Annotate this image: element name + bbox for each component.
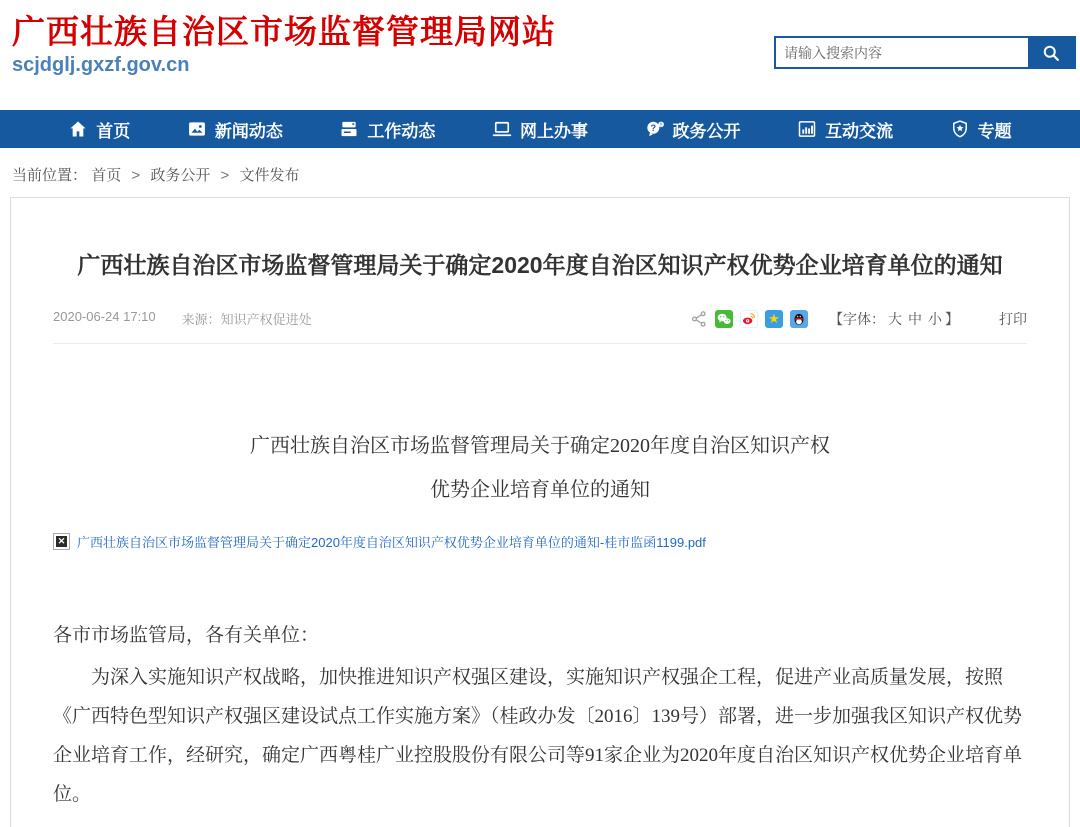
home-icon: [68, 119, 88, 139]
attachment-row: [53, 532, 1027, 551]
font-label: 【字体：: [829, 310, 885, 327]
qa-bubbles-icon: [645, 119, 665, 139]
font-label-end: 】: [945, 310, 959, 327]
nav-item-label: 政务公开: [672, 121, 741, 141]
nav-item-interaction[interactable]: [797, 117, 893, 142]
nav-item-home[interactable]: [68, 117, 130, 142]
search-box: [774, 36, 1076, 69]
site-title: 广西壮族自治区市场监督管理局网站: [12, 13, 556, 50]
breadcrumb-item-gov-info[interactable]: 政务公开: [150, 167, 211, 184]
breadcrumb-separator: >: [131, 167, 141, 184]
qzone-icon[interactable]: ★: [765, 310, 783, 328]
article-meta: [53, 309, 312, 328]
print-button[interactable]: 打印: [999, 310, 1027, 327]
nav-item-label: 网上办事: [519, 121, 588, 141]
picture-icon: [187, 119, 207, 139]
document-title-line1: 广西壮族自治区市场监督管理局关于确定2020年度自治区知识产权: [250, 434, 830, 457]
site-url: scjdglj.gxzf.gov.cn: [12, 54, 190, 76]
nav-item-news[interactable]: [187, 117, 283, 142]
breadcrumb-item-documents[interactable]: 文件发布: [239, 167, 300, 184]
site-header: [0, 0, 1080, 110]
document-title: [53, 432, 1027, 504]
printer-icon: [339, 119, 359, 139]
breadcrumb-separator: >: [220, 167, 230, 184]
doc-paragraph-main: 为深入实施知识产权战略，加快推进知识产权强区建设，实施知识产权强企工程，促进产业高质量发展，按照《广西特色型知识产权强区建设试点工作实施方案》（桂政办发〔2016〕139号）部署，进一步加强我区知识产权优势企业培育工作，经研究，确定广西粤桂广业控股股份有限公司等91家企业为2020年度自治区知识产权优势企业培育单位。: [53, 667, 1023, 806]
weibo-icon[interactable]: [740, 310, 758, 328]
nav-item-label: 专题: [977, 121, 1012, 141]
nav-item-gov-info[interactable]: [645, 117, 741, 142]
nav-item-online-services[interactable]: [492, 117, 588, 142]
font-size-small-button[interactable]: 小: [928, 310, 942, 327]
publish-datetime: 2020-06-24 17:10: [53, 309, 156, 325]
doc-paragraph-salutation: 各市市场监管局，各有关单位：: [53, 624, 320, 646]
nav-item-label: 互动交流: [825, 121, 894, 141]
search-button[interactable]: [1028, 38, 1074, 67]
shield-star-icon: [950, 119, 970, 139]
breadcrumb: [0, 148, 1080, 197]
document-body: [53, 617, 1027, 816]
breadcrumb-item-home[interactable]: 首页: [91, 167, 122, 184]
nav-item-label: 新闻动态: [214, 121, 283, 141]
nav-item-label: 首页: [96, 121, 131, 141]
svg-text:!: !: [659, 122, 662, 129]
bar-chart-icon: [797, 119, 817, 139]
main-nav: [0, 110, 1080, 148]
search-input[interactable]: [776, 38, 1028, 67]
article-meta-row: [53, 309, 1027, 344]
font-size-medium-button[interactable]: 中: [908, 310, 922, 327]
svg-text:?: ?: [650, 123, 656, 134]
laptop-icon: [492, 119, 512, 139]
article-toolbar: [690, 309, 1027, 329]
wechat-icon[interactable]: [715, 310, 733, 328]
article-source: 来源：知识产权促进处: [181, 312, 312, 328]
nav-item-topics[interactable]: [950, 117, 1012, 142]
pdf-attachment-link[interactable]: 广西壮族自治区市场监督管理局关于确定2020年度自治区知识产权优势企业培育单位的通知-桂市监函1199.pdf: [77, 534, 706, 550]
article-container: [10, 197, 1070, 827]
document-title-line2: 优势企业培育单位的通知: [430, 478, 650, 501]
nav-item-work[interactable]: [339, 117, 435, 142]
search-icon: [1041, 43, 1061, 63]
font-size-tools: [829, 309, 959, 329]
font-size-large-button[interactable]: 大: [888, 310, 902, 327]
qq-icon[interactable]: [790, 310, 808, 328]
share-icon[interactable]: [690, 310, 708, 328]
broken-image-icon: ✕: [53, 533, 70, 550]
page-title: 广西壮族自治区市场监督管理局关于确定2020年度自治区知识产权优势企业培育单位的通知: [77, 252, 1003, 278]
nav-item-label: 工作动态: [367, 121, 436, 141]
breadcrumb-prefix: 当前位置：: [12, 167, 88, 184]
